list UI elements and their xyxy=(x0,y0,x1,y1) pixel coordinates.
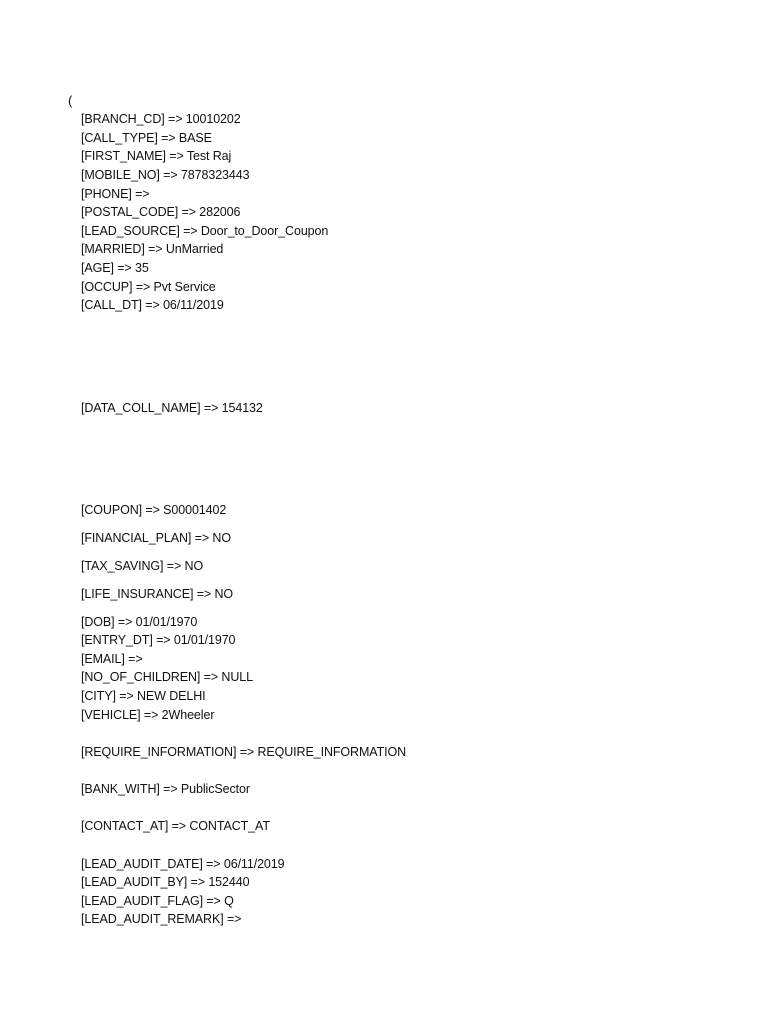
field-branch-cd: [BRANCH_CD] => 10010202 xyxy=(81,112,241,126)
field-bank-with: [BANK_WITH] => PublicSector xyxy=(81,782,250,796)
field-data-coll-name: [DATA_COLL_NAME] => 154132 xyxy=(81,401,263,415)
field-lead-audit-date: [LEAD_AUDIT_DATE] => 06/11/2019 xyxy=(81,857,285,871)
field-no-of-children: [NO_OF_CHILDREN] => NULL xyxy=(81,670,253,684)
field-email: [EMAIL] => xyxy=(81,652,143,666)
field-married: [MARRIED] => UnMarried xyxy=(81,242,224,256)
field-lead-audit-remark: [LEAD_AUDIT_REMARK] => xyxy=(81,912,242,926)
field-entry-dt: [ENTRY_DT] => 01/01/1970 xyxy=(81,633,236,647)
field-call-dt: [CALL_DT] => 06/11/2019 xyxy=(81,298,224,312)
field-financial-plan: [FINANCIAL_PLAN] => NO xyxy=(81,531,231,545)
field-require-information: [REQUIRE_INFORMATION] => REQUIRE_INFORMATION xyxy=(81,745,407,759)
field-phone: [PHONE] => xyxy=(81,187,150,201)
field-age: [AGE] => 35 xyxy=(81,261,149,275)
field-vehicle: [VEHICLE] => 2Wheeler xyxy=(81,708,215,722)
field-postal-code: [POSTAL_CODE] => 282006 xyxy=(81,205,241,219)
field-dob: [DOB] => 01/01/1970 xyxy=(81,615,198,629)
open-parenthesis: ( xyxy=(68,93,73,108)
field-lead-source: [LEAD_SOURCE] => Door_to_Door_Coupon xyxy=(81,224,329,238)
field-mobile-no: [MOBILE_NO] => 7878323443 xyxy=(81,168,250,182)
field-life-insurance: [LIFE_INSURANCE] => NO xyxy=(81,587,234,601)
field-coupon: [COUPON] => S00001402 xyxy=(81,503,227,517)
field-tax-saving: [TAX_SAVING] => NO xyxy=(81,559,204,573)
field-lead-audit-flag: [LEAD_AUDIT_FLAG] => Q xyxy=(81,894,234,908)
field-call-type: [CALL_TYPE] => BASE xyxy=(81,131,212,145)
field-lead-audit-by: [LEAD_AUDIT_BY] => 152440 xyxy=(81,875,250,889)
field-occup: [OCCUP] => Pvt Service xyxy=(81,280,216,294)
field-first-name: [FIRST_NAME] => Test Raj xyxy=(81,149,232,163)
field-city: [CITY] => NEW DELHI xyxy=(81,689,206,703)
field-contact-at: [CONTACT_AT] => CONTACT_AT xyxy=(81,819,270,833)
